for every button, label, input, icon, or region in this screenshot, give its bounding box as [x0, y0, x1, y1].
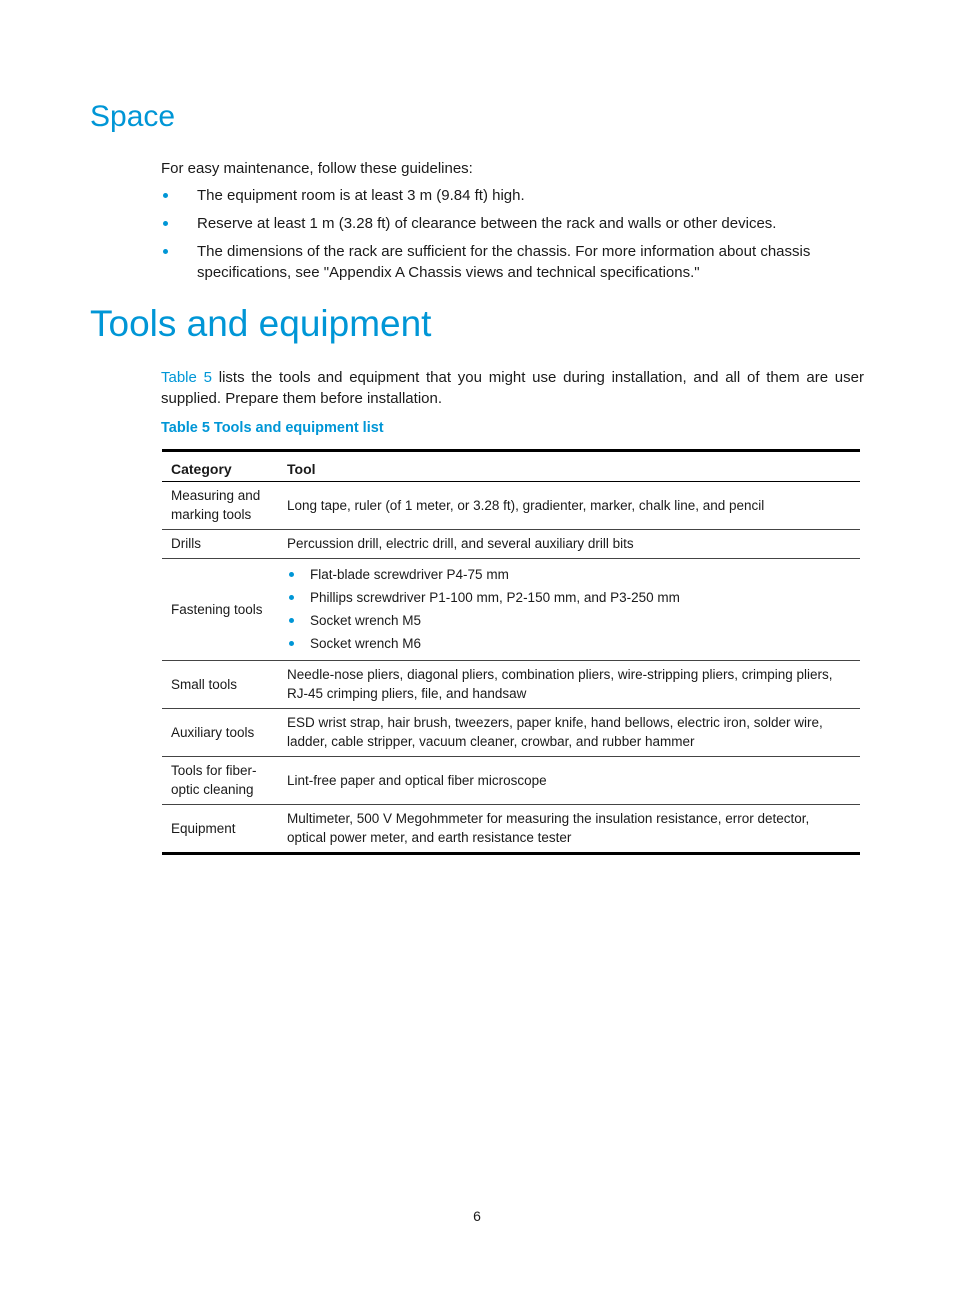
- space-guidelines-list: [161, 185, 861, 290]
- column-header-category: Category: [162, 451, 278, 482]
- tool-cell: Multimeter, 500 V Megohmmeter for measuring the insulation resistance, error detector, optical power meter, and earth resistance tester: [278, 805, 860, 854]
- category-cell: Auxiliary tools: [162, 709, 278, 757]
- tool-cell: Long tape, ruler (of 1 meter, or 3.28 ft), gradienter, marker, chalk line, and pencil: [287, 497, 765, 513]
- category-cell: Measuring and marking tools: [171, 488, 261, 522]
- list-item: The equipment room is at least 3 m (9.84 ft) high.: [161, 185, 861, 206]
- list-item: Socket wrench M6: [287, 632, 852, 655]
- tool-cell: ESD wrist strap, hair brush, tweezers, paper knife, hand bellows, electric iron, solder wire, ladder, cable stripper, vacuum cleaner, crowbar, and rubber hammer: [278, 709, 860, 757]
- category-cell: Fastening tools: [162, 559, 278, 661]
- space-intro: For easy maintenance, follow these guidelines:: [161, 160, 473, 177]
- table-caption: Table 5 Tools and equipment list: [161, 420, 384, 436]
- list-item: Reserve at least 1 m (3.28 ft) of clearance between the rack and walls or other devices.: [161, 213, 861, 234]
- list-item: Socket wrench M5: [287, 609, 852, 632]
- bullet-icon: [163, 221, 168, 226]
- category-cell: Small tools: [162, 661, 278, 709]
- table-row: [162, 757, 860, 805]
- bullet-icon: [289, 618, 294, 623]
- table-row: [162, 559, 860, 661]
- table-row: [162, 709, 860, 757]
- category-cell: Drills: [162, 530, 278, 559]
- tool-cell: Needle-nose pliers, diagonal pliers, combination pliers, wire-stripping pliers, crimping pliers, RJ-45 crimping pliers, file, and handsaw: [278, 661, 860, 709]
- table-row: [162, 805, 860, 854]
- list-item: Flat-blade screwdriver P4-75 mm: [287, 563, 852, 586]
- tools-table: [162, 449, 860, 855]
- bullet-icon: [163, 249, 168, 254]
- category-cell: Tools for fiber-optic cleaning: [162, 757, 278, 805]
- bullet-icon: [163, 193, 168, 198]
- bullet-icon: [289, 572, 294, 577]
- tool-cell: Lint-free paper and optical fiber microscope: [278, 757, 860, 805]
- table-5-link[interactable]: Table 5: [161, 369, 212, 386]
- category-cell: Equipment: [162, 805, 278, 854]
- table-row: [162, 482, 860, 530]
- table-header-row: [162, 451, 860, 482]
- tool-cell: [278, 559, 860, 661]
- table-row: [162, 661, 860, 709]
- bullet-icon: [289, 595, 294, 600]
- page-number: 6: [473, 1208, 481, 1224]
- tools-intro: Table 5 lists the tools and equipment that you might use during installation, and all of them are user supplied. Prepare them before installation.: [161, 369, 864, 407]
- table-row: [162, 530, 860, 559]
- space-heading: Space: [90, 100, 176, 133]
- tool-cell: Percussion drill, electric drill, and several auxiliary drill bits: [278, 530, 860, 559]
- tools-heading: Tools and equipment: [90, 303, 432, 344]
- column-header-tool: Tool: [278, 451, 860, 482]
- bullet-icon: [289, 641, 294, 646]
- list-item: Phillips screwdriver P1-100 mm, P2-150 mm, and P3-250 mm: [287, 586, 852, 609]
- fastening-tools-list: [287, 563, 852, 655]
- list-item: The dimensions of the rack are sufficient for the chassis. For more information about chassis specifications, see "Appendix A Chassis views and technical specifications.": [161, 241, 861, 283]
